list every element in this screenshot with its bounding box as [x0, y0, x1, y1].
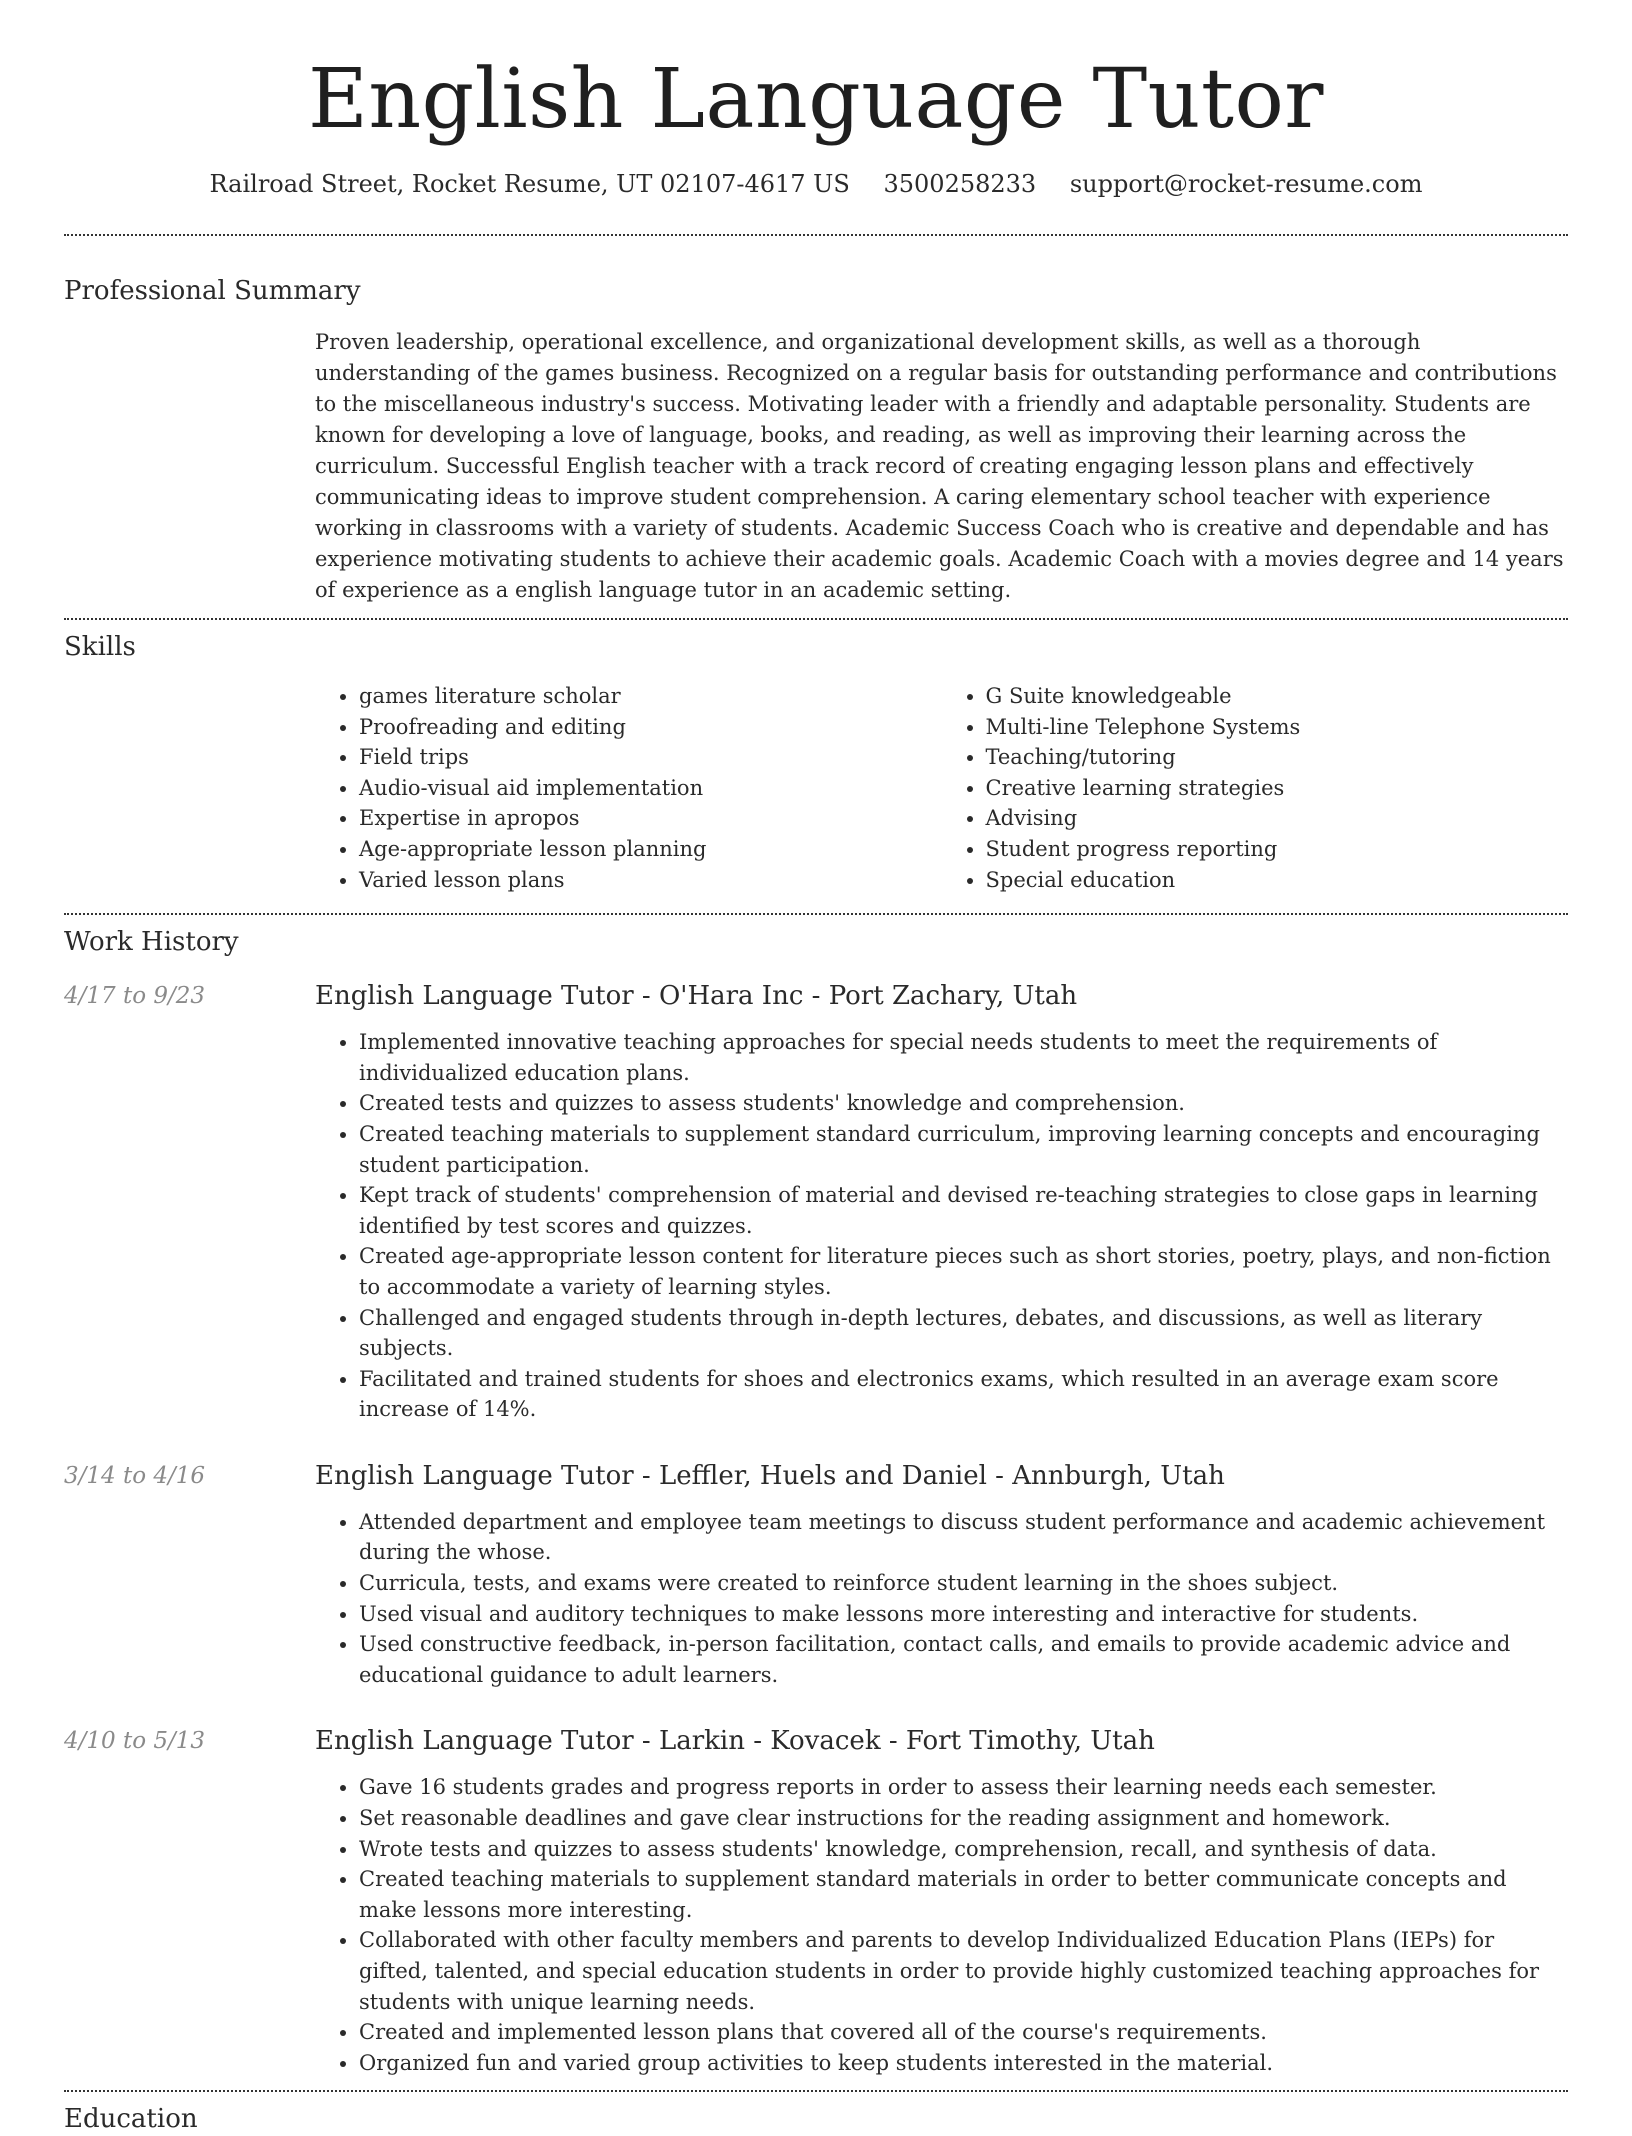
summary-title: Professional Summary [64, 276, 361, 306]
list-item: • Kept track of students' comprehension of material and devised re-teaching strategies to close gaps in learning identified by test scores and quizzes. [359, 1180, 1568, 1241]
list-item: • Used constructive feedback, in-person facilitation, contact calls, and emails to provide academic advice and educational guidance to adult learners. [359, 1629, 1568, 1690]
contact-email[interactable]: support@rocket-resume.com [1069, 170, 1423, 198]
list-item: • Multi-line Telephone Systems [986, 712, 1569, 743]
contact-line [64, 168, 1568, 200]
resume-page [64, 0, 1568, 2136]
divider [64, 234, 1568, 236]
job-bullets [315, 1772, 1568, 2078]
list-item: • Set reasonable deadlines and gave clear instructions for the reading assignment and homework. [359, 1803, 1568, 1834]
job-dates: 4/10 to 5/13 [64, 1728, 206, 1755]
skills-list-right [942, 681, 1569, 895]
list-item: • Age-appropriate lesson planning [359, 834, 942, 865]
list-item: • Wrote tests and quizzes to assess students' knowledge, comprehension, recall, and synthesis of data. [359, 1834, 1568, 1865]
candidate-name: English Language Tutor [307, 52, 1325, 147]
list-item: • Special education [986, 865, 1569, 896]
list-item: • Created teaching materials to supplement standard curriculum, improving learning concepts and encouraging student participation. [359, 1119, 1568, 1180]
skills-title: Skills [64, 632, 136, 662]
work-title: Work History [64, 927, 239, 958]
list-item: • Field trips [359, 742, 942, 773]
job-dates: 4/17 to 9/23 [64, 983, 206, 1010]
work-section [64, 925, 1568, 2078]
skills-list-left [315, 681, 942, 895]
divider [64, 2090, 1568, 2092]
summary-section [64, 274, 1568, 606]
job-entry [64, 1459, 1568, 1691]
list-item: • Proofreading and editing [359, 712, 942, 743]
list-item: • Challenged and engaged students through in-depth lectures, debates, and discussions, as well as literary subjects. [359, 1303, 1568, 1364]
divider [64, 618, 1568, 620]
job-bullets [315, 1027, 1568, 1425]
education-section [64, 2102, 1568, 2136]
contact-phone: 3500258233 [883, 170, 1037, 198]
list-item: • Facilitated and trained students for shoes and electronics exams, which resulted in an average exam score increase of 14%. [359, 1364, 1568, 1425]
job-entry [64, 1724, 1568, 2078]
contact-address: Railroad Street, Rocket Resume, UT 02107-4617 US [209, 170, 850, 198]
list-item: • Implemented innovative teaching approaches for special needs students to meet the requirements of individualized education plans. [359, 1027, 1568, 1088]
list-item: • Gave 16 students grades and progress reports in order to assess their learning needs each semester. [359, 1772, 1568, 1803]
list-item: • games literature scholar [359, 681, 942, 712]
resume-header [64, 0, 1568, 200]
job-dates: 3/14 to 4/16 [64, 1462, 206, 1489]
summary-body [315, 327, 1568, 606]
list-item: • Creative learning strategies [986, 773, 1569, 804]
job-bullets [315, 1507, 1568, 1691]
list-item: • Created age-appropriate lesson content for literature pieces such as short stories, poetry, plays, and non-fiction to accommodate a variety of learning styles. [359, 1241, 1568, 1302]
job-title: English Language Tutor - O'Hara Inc - Port Zachary, Utah [315, 981, 1078, 1012]
list-item: • Attended department and employee team meetings to discuss student performance and academic achievement during the whose. [359, 1507, 1568, 1568]
job-title: English Language Tutor - Leffler, Huels and Daniel - Annburgh, Utah [315, 1460, 1225, 1491]
list-item: • Created tests and quizzes to assess students' knowledge and comprehension. [359, 1088, 1568, 1119]
list-item: • Advising [986, 803, 1569, 834]
list-item: • Organized fun and varied group activities to keep students interested in the material. [359, 2048, 1568, 2079]
skills-grid [315, 681, 1568, 895]
list-item: • G Suite knowledgeable [986, 681, 1569, 712]
list-item: • Created teaching materials to supplement standard materials in order to better communicate concepts and make lessons more interesting. [359, 1864, 1568, 1925]
list-item: • Expertise in apropos [359, 803, 942, 834]
list-item: • Collaborated with other faculty members and parents to develop Individualized Education Plans (IEPs) for gifted, talented, and special education students in order to provide highly customized teaching approaches for students with unique learning needs. [359, 1925, 1568, 2017]
summary-text: Proven leadership, operational excellence, and organizational development skills, as well as a thorough understanding of the games business. Recognized on a regular basis for outstanding performance and contributions to the miscellaneous industry's success. Motivating leader with a friendly and adaptable personality. Students are known for developing a love of language, books, and reading, as well as improving their learning across the curriculum. Successful English teacher with a track record of creating engaging lesson plans and effectively communicating ideas to improve student comprehension. A caring elementary school teacher with experience working in classrooms with a variety of students. Academic Success Coach who is creative and dependable and has experience motivating students to achieve their academic goals. Academic Coach with a movies degree and 14 years of experience as a english language tutor in an academic setting. [315, 330, 1564, 602]
list-item: • Used visual and auditory techniques to make lessons more interesting and interactive for students. [359, 1599, 1568, 1630]
list-item: • Student progress reporting [986, 834, 1569, 865]
education-title: Education [64, 2104, 198, 2135]
job-title: English Language Tutor - Larkin - Kovacek - Fort Timothy, Utah [315, 1726, 1155, 1757]
list-item: • Created and implemented lesson plans that covered all of the course's requirements. [359, 2017, 1568, 2048]
list-item: • Varied lesson plans [359, 865, 942, 896]
list-item: • Audio-visual aid implementation [359, 773, 942, 804]
job-entry [64, 979, 1568, 1425]
divider [64, 913, 1568, 915]
list-item: • Curricula, tests, and exams were created to reinforce student learning in the shoes subject. [359, 1568, 1568, 1599]
skills-section [64, 630, 1568, 895]
list-item: • Teaching/tutoring [986, 742, 1569, 773]
